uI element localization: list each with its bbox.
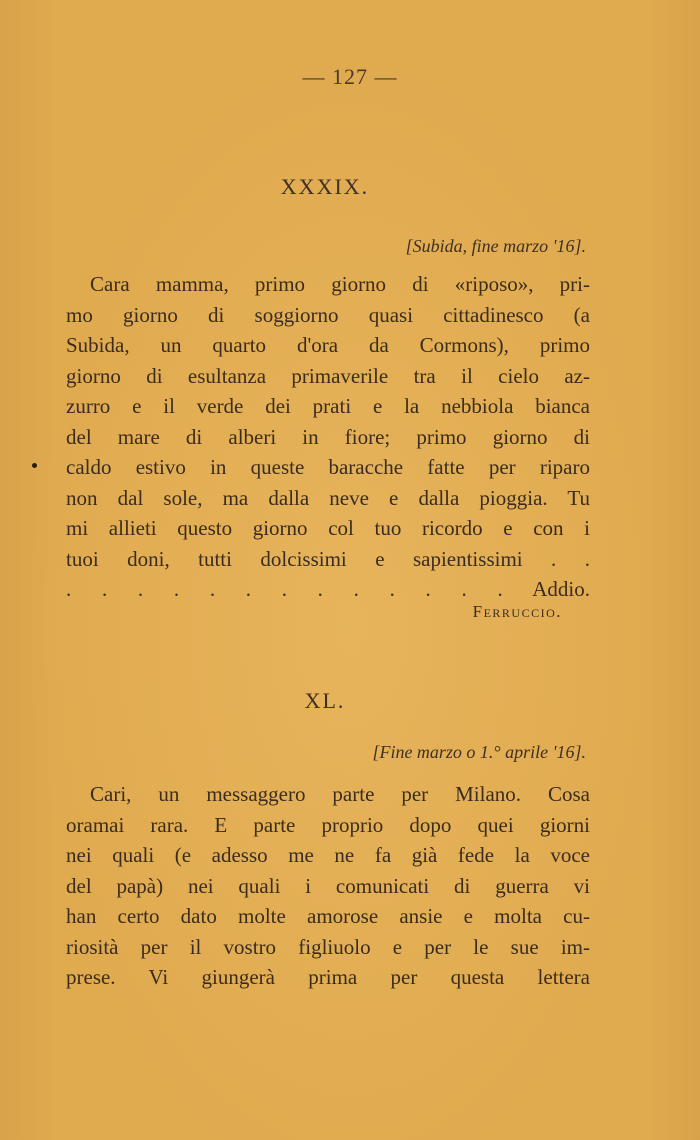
ink-mark [32,463,37,468]
text-line: tuoi doni, tutti dolcissimi e sapientissimi . . [66,546,590,571]
text-line: giorno di esultanza primaverile tra il cielo az- [66,363,590,388]
text-line: Cara mamma, primo giorno di «riposo», pri- [90,272,590,296]
page-number: — 127 — [302,64,398,89]
text-line: zurro e il verde dei prati e la nebbiola bianca [66,394,590,418]
text-line: . . . . . . . . . . . . . Addio. [66,577,590,601]
text-line: non dal sole, ma dalla neve e dalla pioggia. Tu [66,485,590,510]
text-line: riosità per il vostro figliuolo e per le sue im- [66,934,590,959]
text-line: han certo dato molte amorose ansie e molta cu- [66,904,590,928]
text-line: prese. Vi giungerà prima per questa lettera [66,965,590,989]
text-line: Subida, un quarto d'ora da Cormons), primo [66,333,590,357]
letter-dateline: [Fine marzo o 1.° aprile '16]. [372,742,586,762]
text-line: nei quali (e adesso me ne fa già fede la voce [66,843,590,867]
letter-title: XL. [304,688,346,713]
letter-body [66,269,590,605]
letter-title: XXXIX. [280,174,370,199]
text-line: mi allieti questo giorno col tuo ricordo e con i [66,516,590,540]
letter-body [66,779,590,993]
text-line: caldo estivo in queste baracche fatte per riparo [66,455,590,479]
text-line: mo giorno di soggiorno quasi cittadinesco (a [66,302,590,327]
text-line: Cari, un messaggero parte per Milano. Cosa [90,782,590,806]
text-line: del mare di alberi in fiore; primo giorno di [66,424,590,449]
text-line: oramai rara. E parte proprio dopo quei giorni [66,812,590,837]
letter-dateline: [Subida, fine marzo '16]. [405,236,586,256]
text-line: del papà) nei quali i comunicati di guerra vi [66,873,590,898]
letter-signature: Ferruccio. [472,602,562,621]
